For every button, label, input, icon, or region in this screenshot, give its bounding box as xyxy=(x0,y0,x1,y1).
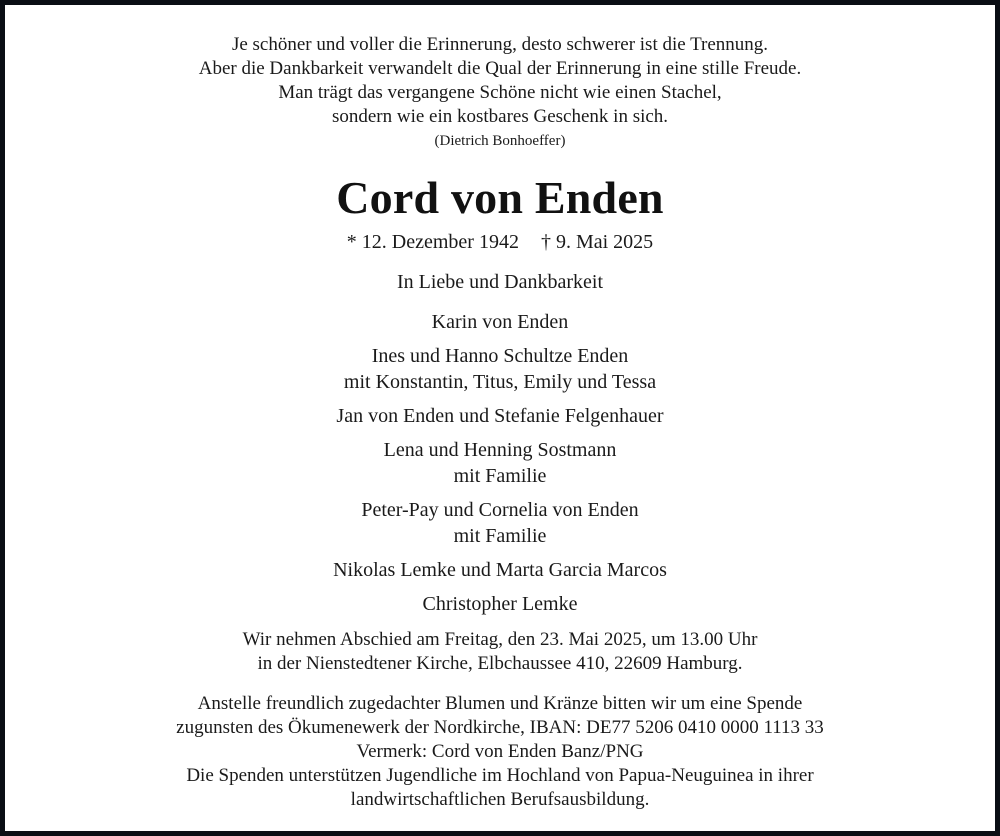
life-dates xyxy=(5,231,995,254)
funeral-location: in der Nienstedtener Kirche, Elbchaussee 410, 22609 Hamburg. xyxy=(257,653,743,674)
donation-line-1: Anstelle freundlich zugedachter Blumen und Kränze bitten wir um eine Spende xyxy=(197,693,803,714)
deceased-name: Cord von Enden xyxy=(336,172,664,223)
quote-line-1: Je schöner und voller die Erinnerung, desto schwerer ist die Trennung. xyxy=(231,34,769,55)
donation-reference: Vermerk: Cord von Enden Banz/PNG xyxy=(356,741,644,762)
mourner-5: Peter-Pay und Cornelia von Enden xyxy=(361,499,639,521)
death-date: † 9. Mai 2025 xyxy=(540,231,654,253)
birth-date: * 12. Dezember 1942 xyxy=(346,231,519,253)
mourner-7: Christopher Lemke xyxy=(422,593,578,615)
dedication: In Liebe und Dankbarkeit xyxy=(396,271,604,293)
mourner-3: Jan von Enden und Stefanie Felgenhauer xyxy=(336,405,664,427)
mourner-5-family: mit Familie xyxy=(453,525,547,547)
mourner-6: Nikolas Lemke und Marta Garcia Marcos xyxy=(333,559,667,581)
quote-line-3: Man trägt das vergangene Schöne nicht wie einen Stachel, xyxy=(278,82,722,103)
mourner-2-family: mit Konstantin, Titus, Emily und Tessa xyxy=(343,371,657,393)
mourner-1: Karin von Enden xyxy=(431,311,569,333)
donation-line-2: zugunsten des Ökumenewerk der Nordkirche, IBAN: DE77 5206 0410 0000 1113 33 xyxy=(176,717,824,738)
mourner-4: Lena und Henning Sostmann xyxy=(383,439,617,461)
funeral-date: Wir nehmen Abschied am Freitag, den 23. Mai 2025, um 13.00 Uhr xyxy=(242,629,758,650)
quote-line-2: Aber die Dankbarkeit verwandelt die Qual der Erinnerung in eine stille Freude. xyxy=(198,58,802,79)
mourner-4-family: mit Familie xyxy=(453,465,547,487)
donation-line-4: Die Spenden unterstützen Jugendliche im Hochland von Papua-Neuguinea in ihrer xyxy=(186,765,814,786)
quote-line-4: sondern wie ein kostbares Geschenk in sich. xyxy=(331,106,669,127)
donation-line-5: landwirtschaftlichen Berufsausbildung. xyxy=(350,789,650,810)
mourner-2: Ines und Hanno Schultze Enden xyxy=(371,345,629,367)
quote-attribution: (Dietrich Bonhoeffer) xyxy=(434,133,566,149)
